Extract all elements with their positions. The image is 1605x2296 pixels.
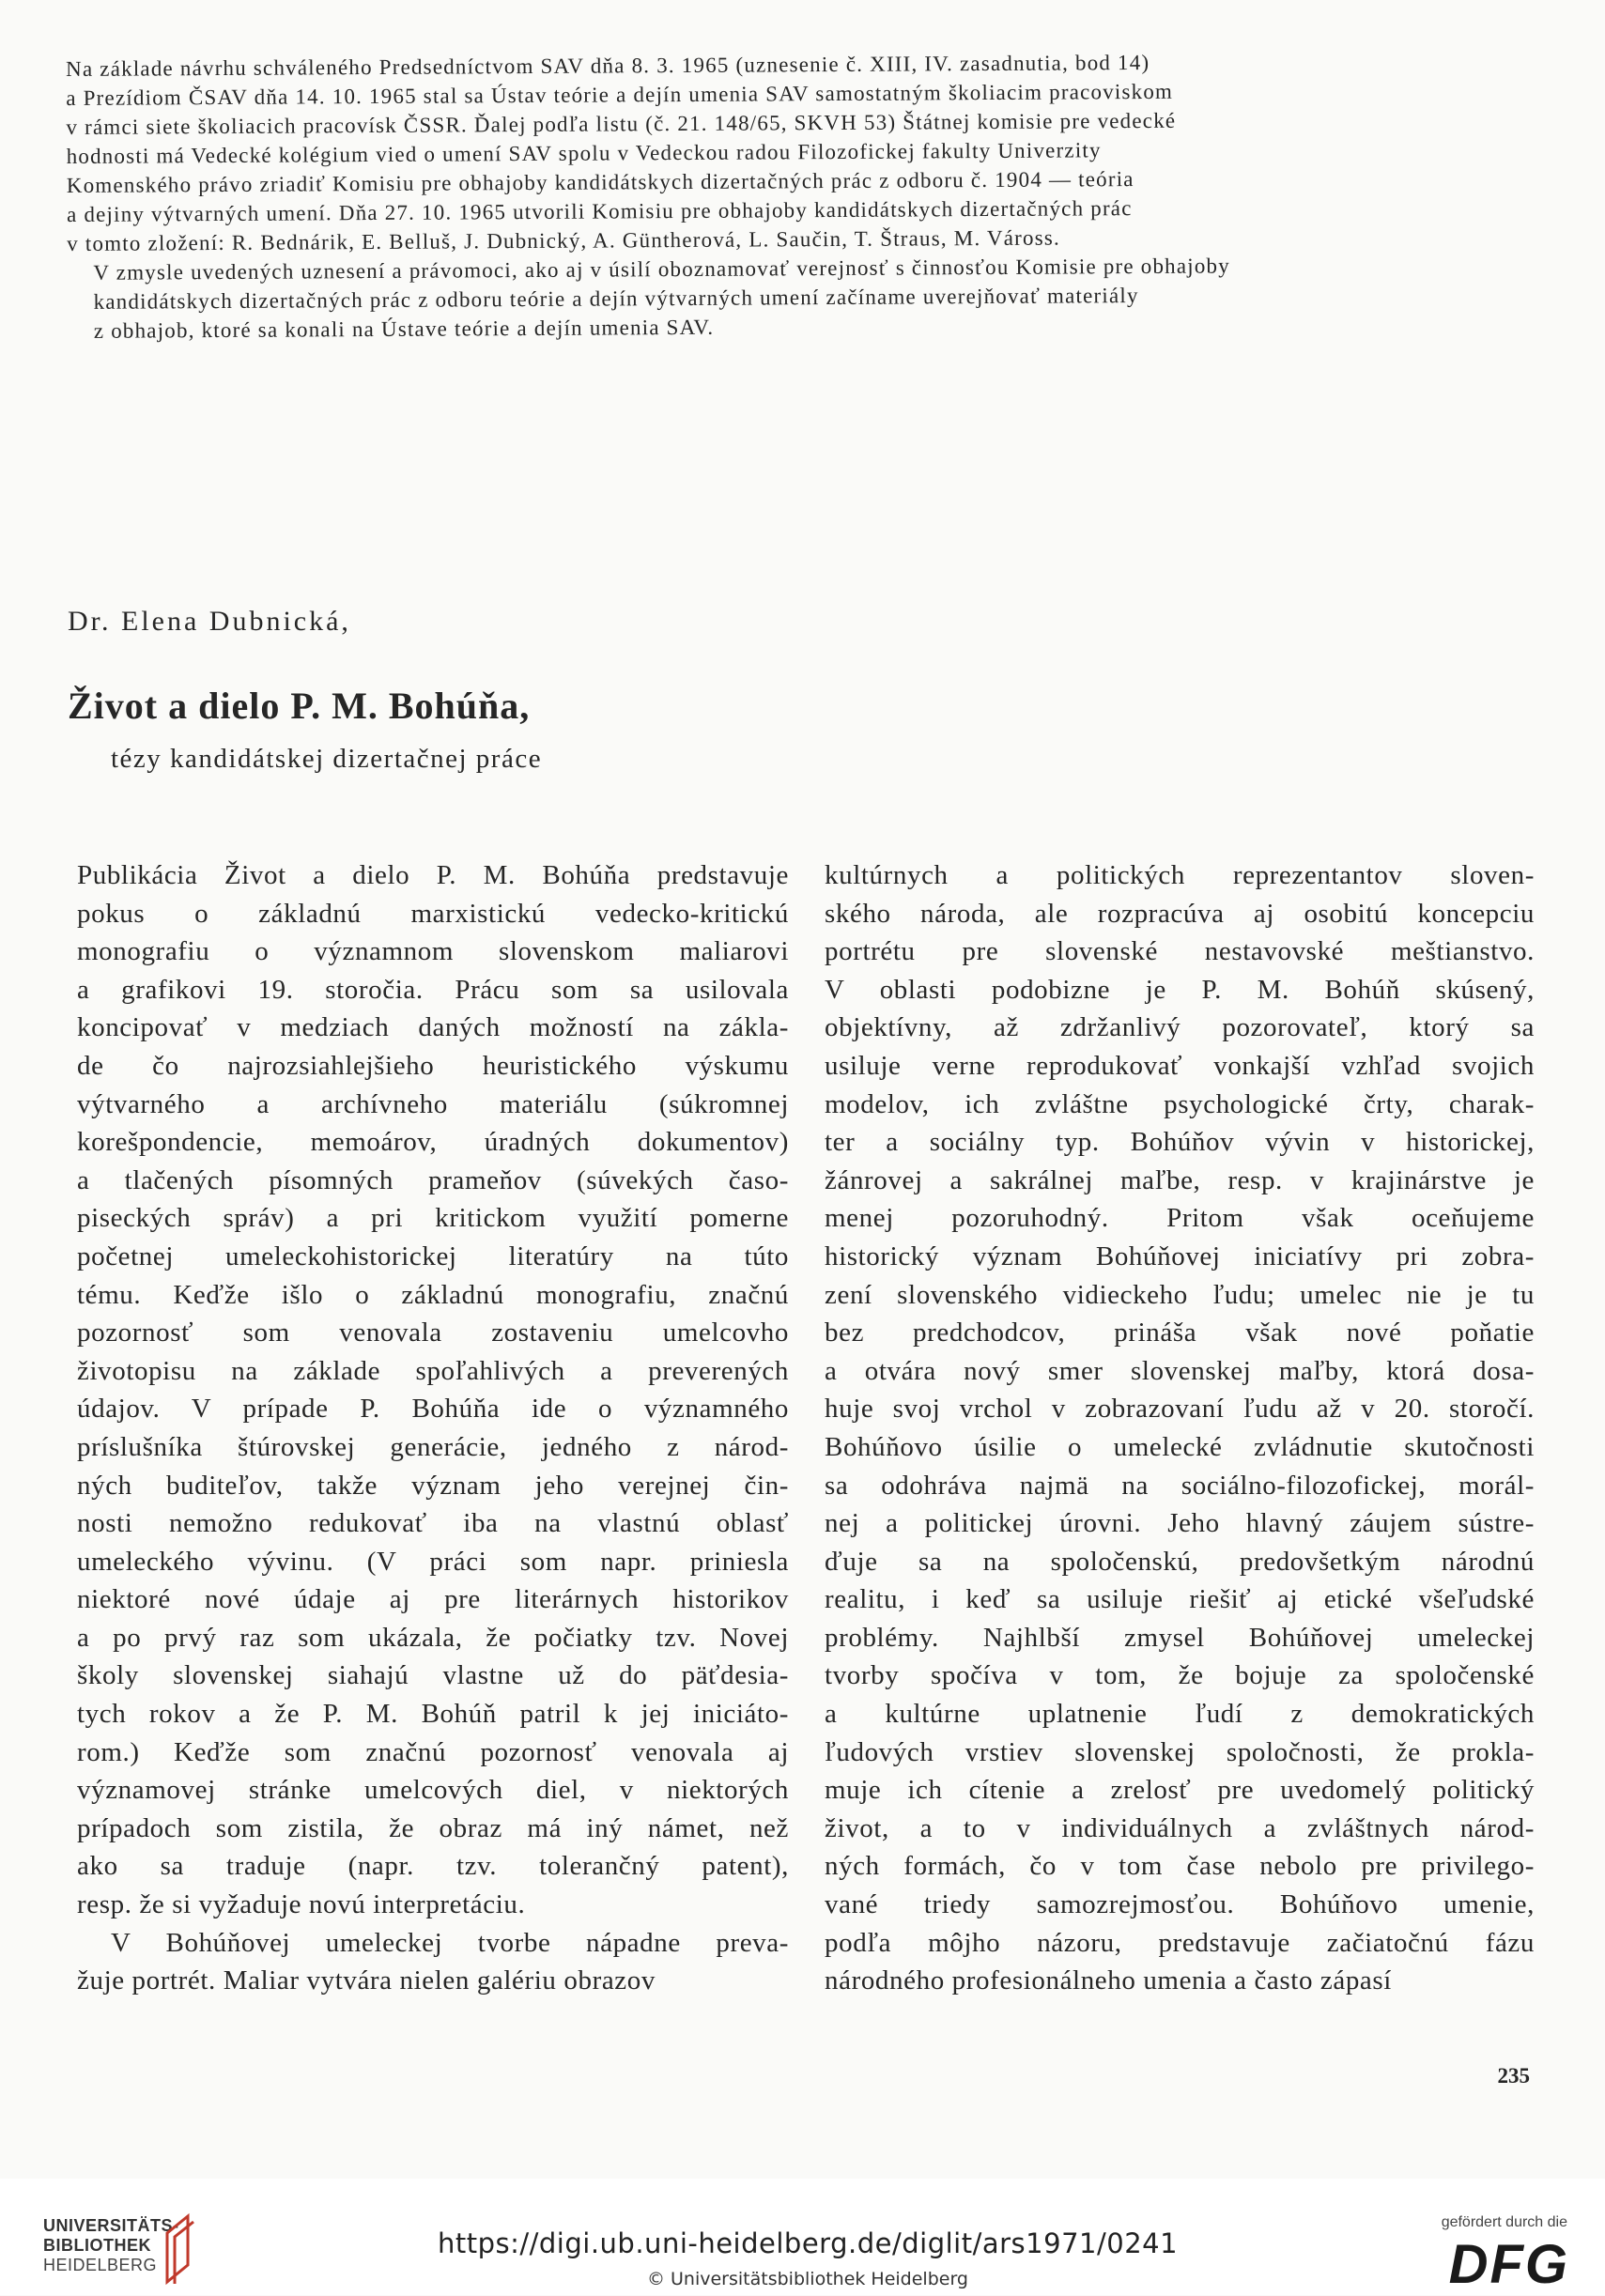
text-line: a dejiny výtvarných umení. Dňa 27. 10. 1965 utvorili Komisiu pre obhajoby kandidátskych dizertačných prác: [66, 196, 1133, 226]
text-line: korešpondencie, memoárov, úradných dokumentov): [77, 1127, 789, 1158]
text-line: nej a politickej úrovni. Jeho hlavný záujem sústre-: [825, 1508, 1535, 1539]
text-line: početnej umeleckohistorickej literatúry na túto: [77, 1240, 789, 1271]
text-line: školy slovenskej siahajú vlastne už do päťdesia-: [77, 1660, 789, 1691]
text-line: životopisu na základe spoľahlivých a preverených: [77, 1355, 789, 1386]
text-line: ter a sociálny typ. Bohúňov vývin v historickej,: [825, 1127, 1535, 1158]
text-line: hodnosti má Vedecké kolégium vied o umení SAV spolu v Vedeckou radou Filozofickej fakulty Univerzity: [66, 138, 1102, 168]
text-line: výtvarného a archívneho materiálu (súkromnej: [77, 1088, 789, 1119]
text-line: realitu, i keď sa usiluje riešiť aj etické všeľudské: [825, 1584, 1535, 1615]
text-line: piseckých správ) a pri kritickom využití pomerne: [77, 1203, 789, 1234]
intro-paragraph-2: [67, 249, 1533, 346]
dfg-logo: DFG: [1448, 2234, 1569, 2295]
text-line: v rámci siete školiacich pracovísk ČSSR. Ďalej podľa listu (č. 21. 148/65, SKVH 53) Štátnej komisie pre vedecké: [66, 108, 1177, 139]
library-name-line-3: HEIDELBERG: [43, 2256, 158, 2274]
body-column-right: [825, 856, 1535, 2000]
text-line: ďuje sa na spoločenskú, predovšetkým národnú: [825, 1546, 1535, 1577]
text-line: Publikácia Život a dielo P. M. Bohúňa predstavuje: [77, 860, 789, 890]
text-line: ako sa traduje (napr. tzv. tolerančný patent),: [77, 1851, 789, 1882]
library-name-line-2: BIBLIOTHEK: [43, 2236, 151, 2255]
text-line: portrétu pre slovenské nestavovské meštianstvo.: [825, 936, 1535, 967]
article-author: Dr. Elena Dubnická,: [68, 606, 351, 637]
text-line: príslušníka štúrovskej generácie, jedného z národ-: [77, 1431, 789, 1462]
text-line: Komenského právo zriadiť Komisiu pre obhajoby kandidátskych dizertačných prác z odboru č. 1904 — teória: [66, 167, 1134, 197]
text-line: pozornosť som venovala zostaveniu umelcovho: [77, 1318, 789, 1348]
body-column-left: [77, 856, 789, 2000]
text-line: usiluje verne reprodukovať vonkajší vzhľad svojich: [825, 1050, 1535, 1081]
text-line: monografiu o významnom slovenskom maliarovi: [77, 936, 789, 967]
text-line: umeleckého vývinu. (V práci som napr. priniesla: [77, 1546, 789, 1577]
text-line: a otvára nový smer slovenskej maľby, ktorá dosa-: [825, 1355, 1535, 1386]
text-line: objektívny, až zdržanlivý pozorovateľ, ktorý sa: [825, 1012, 1535, 1043]
text-line: tému. Keďže išlo o základnú monografiu, značnú: [77, 1279, 789, 1310]
text-line: de čo najrozsiahlejšieho heuristického výskumu: [77, 1050, 789, 1081]
article-subtitle: tézy kandidátskej dizertačnej práce: [111, 744, 543, 774]
text-line: a kultúrne uplatnenie ľudí z demokratických: [825, 1699, 1535, 1730]
text-line: a grafikovi 19. storočia. Prácu som sa usilovala: [77, 974, 789, 1005]
text-line: a tlačených písomných prameňov (súvekých časo-: [77, 1164, 789, 1195]
text-line: tych rokov a že P. M. Bohúň patril k jej iniciáto-: [77, 1699, 789, 1730]
text-line: ných formách, čo v tom čase nebolo pre privilego-: [825, 1851, 1535, 1882]
text-line: významovej stránke umelcových diel, v niektorých: [77, 1775, 789, 1806]
source-url-link[interactable]: https://digi.ub.uni-heidelberg.de/diglit/ars1971/0241: [437, 2227, 1179, 2259]
text-line: Bohúňovo úsilie o umelecké zvládnutie skutočnosti: [825, 1431, 1535, 1462]
intro-notice: [66, 45, 1533, 346]
page-number: 235: [1497, 2064, 1530, 2088]
text-line: údajov. V prípade P. Bohúňa ide o významného: [77, 1394, 789, 1425]
digitization-footer: [0, 2179, 1605, 2295]
text-line: problémy. Najhlbší zmysel Bohúňovej umeleckej: [825, 1622, 1535, 1653]
intro-paragraph-1: [66, 45, 1532, 258]
text-line: V Bohúňovej umeleckej tvorbe nápadne preva-: [111, 1927, 789, 1958]
library-name-line-1: UNIVERSITÄTS-: [43, 2216, 179, 2235]
text-line: Na základe návrhu schváleného Predsedníctvom SAV dňa 8. 3. 1965 (uznesenie č. XIII, IV. zasadnutia, bod 14): [66, 50, 1150, 81]
text-line: život, a to v individuálnych a zvláštnych národ-: [825, 1812, 1535, 1843]
text-line: a po prvý raz som ukázala, že počiatky tzv. Novej: [77, 1622, 789, 1653]
article-title: Život a dielo P. M. Bohúňa,: [68, 685, 531, 727]
text-line: pokus o základnú marxistickú vedecko-kritickú: [77, 898, 789, 929]
text-line: niektoré nové údaje aj pre literárnych historikov: [77, 1584, 789, 1615]
text-line: ľudových vrstiev slovenskej spoločnosti, že prokla-: [825, 1736, 1535, 1767]
text-line: žánrovej a sakrálnej maľbe, resp. v krajinárstve je: [825, 1164, 1535, 1195]
text-line: kandidátskych dizertačných prác z odboru teórie a dejín výtvarných umení začíname uverejňovať materiály: [93, 284, 1139, 314]
text-line: vané triedy samozrejmosťou. Bohúňovo umenie,: [825, 1889, 1535, 1920]
text-line: prípadoch som zistila, že obraz má iný námet, než: [77, 1812, 789, 1843]
text-line: podľa môjho názoru, predstavuje začiatočnú fázu: [825, 1927, 1535, 1958]
text-line: sa odohráva najmä na sociálno-filozofickej, morál-: [825, 1470, 1535, 1501]
text-line: rom.) Keďže som značnú pozornosť venovala aj: [77, 1736, 789, 1767]
text-line: v tomto zložení: R. Bednárik, E. Belluš, J. Dubnický, A. Güntherová, L. Saučin, T. Štraus, M. Váross.: [67, 225, 1061, 255]
library-emblem-icon: [160, 2212, 197, 2288]
text-line: resp. že si vyžaduje novú interpretáciu.: [77, 1889, 526, 1920]
copyright-notice: © Universitätsbibliothek Heidelberg: [646, 2269, 968, 2289]
text-line: V oblasti podobizne je P. M. Bohúň skúsený,: [825, 974, 1535, 1005]
text-line: modelov, ich zvláštne psychologické črty, charak-: [825, 1088, 1535, 1119]
text-line: ského národa, ale rozpracúva aj osobitú koncepciu: [825, 898, 1535, 929]
library-logo: [43, 2216, 179, 2275]
text-line: koncipovať v medziach daných možností na zákla-: [77, 1012, 789, 1043]
text-line: žuje portrét. Maliar vytvára nielen galériu obrazov: [77, 1965, 656, 1996]
text-line: bez predchodcov, prináša však nové poňatie: [825, 1318, 1535, 1348]
text-line: historický význam Bohúňovej iniciatívy pri zobra-: [825, 1240, 1535, 1271]
text-line: ných buditeľov, takže význam jeho verejnej čin-: [77, 1470, 789, 1501]
text-line: národného profesionálneho umenia a často zápasí: [825, 1965, 1392, 1996]
text-line: muje ich cítenie a zrelosť pre uvedomelý politický: [825, 1775, 1535, 1806]
text-line: kultúrnych a politických reprezentantov sloven-: [825, 860, 1535, 890]
text-line: V zmysle uvedených uznesení a právomoci, ako aj v úsilí oboznamovať verejnosť s činnosťou Komisie pre obhajoby: [93, 254, 1230, 285]
text-line: a Prezídiom ČSAV dňa 14. 10. 1965 stal sa Ústav teórie a dejín umenia SAV samostatným školiacim pracoviskom: [66, 79, 1174, 110]
funder-note: gefördert durch die: [1441, 2214, 1567, 2230]
text-line: zení slovenského vidieckeho ľudu; umelec nie je tu: [825, 1279, 1535, 1310]
text-line: menej pozoruhodný. Pritom však oceňujeme: [825, 1203, 1535, 1234]
text-line: nosti nemožno redukovať iba na vlastnú oblasť: [77, 1508, 789, 1539]
text-line: tvorby spočíva v tom, že bojuje za spoločenské: [825, 1660, 1535, 1691]
text-line: z obhajob, ktoré sa konali na Ústave teórie a dejín umenia SAV.: [93, 315, 715, 343]
text-line: huje svoj vrchol v zobrazovaní ľudu až v 20. storočí.: [825, 1394, 1535, 1425]
